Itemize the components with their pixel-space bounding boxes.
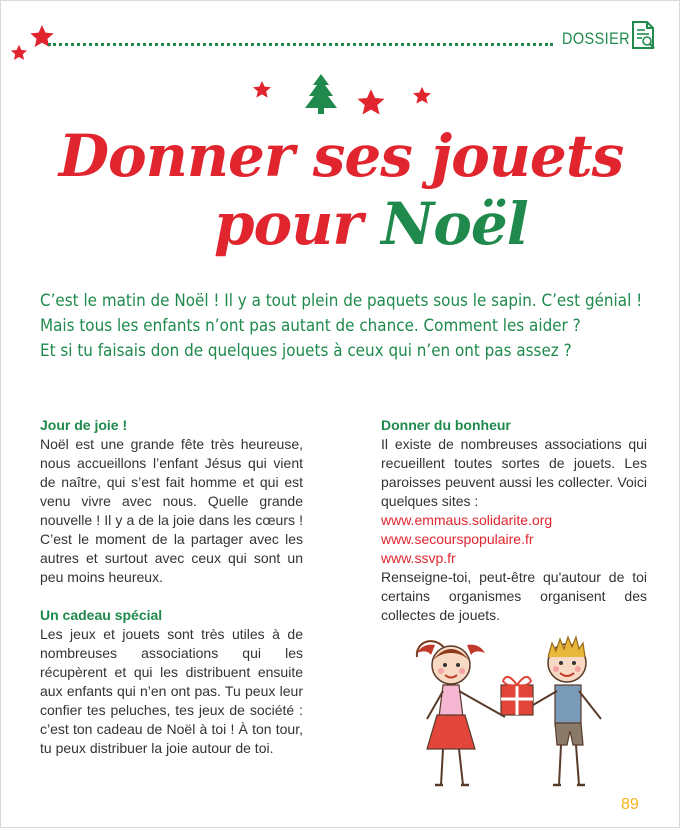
page-number: 89 [621, 796, 639, 813]
intro-line: Mais tous les enfants n’ont pas autant de chance. Comment les aider ? [40, 316, 581, 335]
section-body-cadeau-special: Les jeux et jouets sont très utiles à de nombreuses associations qui les récupèrent et qui les distribuent ensuite aux enfants qui n’en ont pas. Tu peux leur confier tes peluches, tes jeux de société : c’est ton cadeau de Noël à toi ! À ton tour, tu peux distribuer la joie autour de toi. [40, 626, 303, 756]
left-column [40, 416, 303, 758]
header-dotted-line [48, 43, 553, 46]
star-icon [29, 24, 55, 50]
link-emmaus[interactable]: www.emmaus.solidarite.org [381, 512, 553, 528]
section-heading-cadeau-special: Un cadeau spécial [40, 607, 163, 623]
section-body-jour-de-joie: Noël est une grande fête très heureuse, nous accueillons l’enfant Jésus qui vient de naître, qui s’est fait homme et qui est venu vivre avec nous. Quelle grande nouvelle ! Il y a de la joie dans les cœurs ! C’est le moment de la partager avec les autres et surtout avec ceux qui sont un peu moins heureux. [40, 436, 303, 585]
tree-icon [304, 72, 338, 116]
star-icon [356, 88, 386, 118]
right-column [381, 416, 647, 625]
link-secours-populaire[interactable]: www.secourspopulaire.fr [381, 531, 534, 547]
intro-line: Et si tu faisais don de quelques jouets à ceux qui n’en ont pas assez ? [40, 341, 572, 360]
link-ssvp[interactable]: www.ssvp.fr [381, 550, 456, 566]
title-line-1: Donner ses jouets [58, 122, 624, 190]
section-outro: Renseigne-toi, peut-être qu'autour de toi certains organismes organisent des collectes de jouets. [381, 569, 647, 623]
star-icon [10, 44, 28, 62]
section-label: DOSSIER [562, 29, 631, 48]
star-icon [252, 80, 272, 100]
children-gift-illustration [405, 635, 615, 793]
star-icon [412, 86, 432, 106]
section-heading-donner-du-bonheur: Donner du bonheur [381, 417, 511, 433]
intro-paragraph [40, 288, 660, 363]
document-icon [629, 20, 657, 50]
title-line-2 [214, 190, 528, 258]
section-body-donner-du-bonheur: Il existe de nombreuses associations qui recueillent toutes sortes de jouets. Les paroisses peuvent aussi les collecter. Voici quelques sites : [381, 436, 647, 509]
section-heading-jour-de-joie: Jour de joie ! [40, 417, 128, 433]
title-word-noel: Noël [381, 190, 528, 258]
title-word-pour: pour [214, 190, 362, 258]
intro-line: C’est le matin de Noël ! Il y a tout plein de paquets sous le sapin. C’est génial ! [40, 291, 643, 310]
